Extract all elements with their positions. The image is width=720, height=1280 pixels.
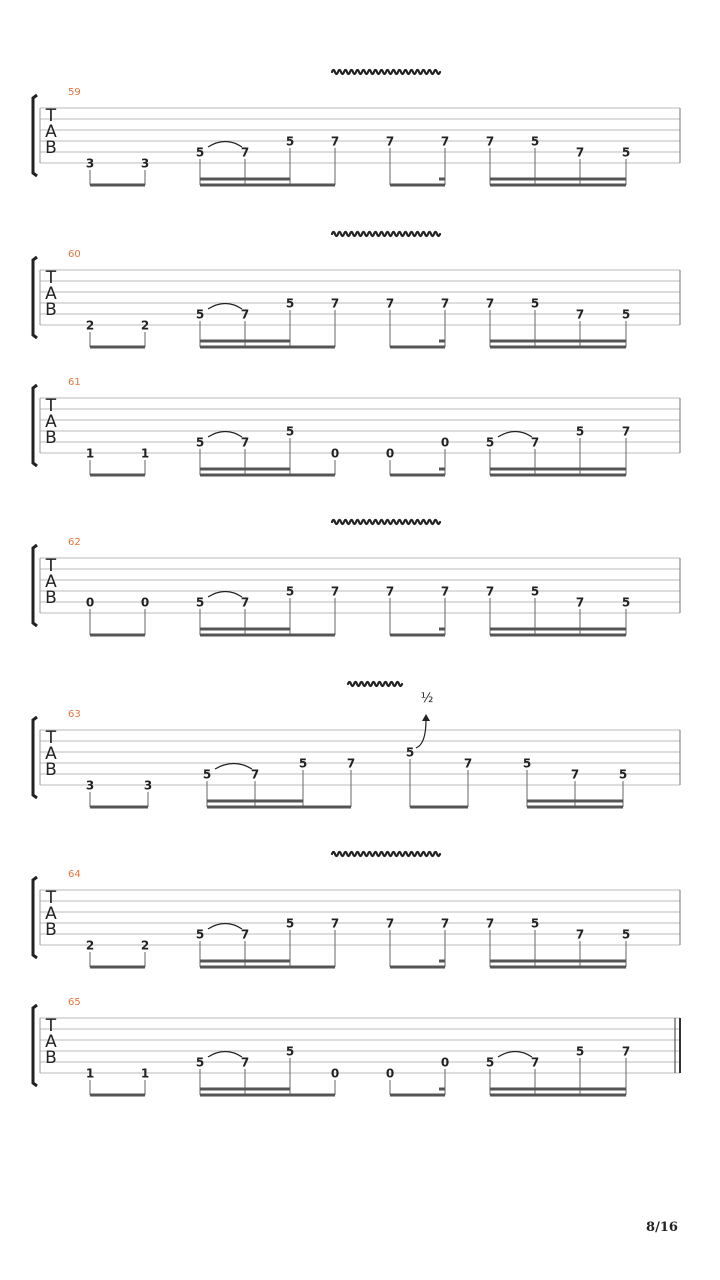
fret-number: 7 xyxy=(575,145,585,160)
fret-number: 3 xyxy=(143,778,153,793)
fret-number: 7 xyxy=(621,1044,631,1059)
tab-clef-letter: T xyxy=(45,1016,57,1036)
system-bracket xyxy=(33,95,37,176)
fret-number: 1 xyxy=(85,446,95,461)
fret-number: 5 xyxy=(621,307,631,322)
measure-number: 65 xyxy=(68,997,81,1008)
measure-number: 62 xyxy=(68,537,81,548)
vibrato-mark xyxy=(332,852,440,856)
fret-number: 5 xyxy=(575,1044,585,1059)
fret-number: 1 xyxy=(85,1066,95,1081)
fret-number: 0 xyxy=(140,595,150,610)
fret-number: 7 xyxy=(530,1055,540,1070)
fret-number: 7 xyxy=(385,296,395,311)
tab-clef-letter: T xyxy=(45,556,57,576)
tab-clef-letter: T xyxy=(45,106,57,126)
tab-clef-letter: A xyxy=(45,284,57,304)
fret-number: 3 xyxy=(85,778,95,793)
slur-tie xyxy=(498,1052,532,1058)
fret-number: 0 xyxy=(440,435,450,450)
fret-number: 5 xyxy=(285,584,295,599)
fret-number: 2 xyxy=(85,938,95,953)
fret-number: 7 xyxy=(440,584,450,599)
tab-clef-letter: A xyxy=(45,412,57,432)
slur-tie xyxy=(215,764,252,770)
system-bracket xyxy=(33,257,37,338)
tab-system xyxy=(33,520,680,635)
tab-system xyxy=(33,70,680,185)
fret-number: 7 xyxy=(330,916,340,931)
fret-number: 5 xyxy=(621,145,631,160)
tab-clef-letter: B xyxy=(45,760,57,780)
measure-number: 59 xyxy=(68,87,81,98)
fret-number: 7 xyxy=(485,296,495,311)
bend-curve xyxy=(416,720,426,748)
tab-system xyxy=(33,997,680,1095)
fret-number: 7 xyxy=(250,767,260,782)
fret-number: 7 xyxy=(440,296,450,311)
tab-clef-letter: T xyxy=(45,888,57,908)
tab-system xyxy=(33,377,680,475)
fret-number: 7 xyxy=(440,916,450,931)
fret-number: 7 xyxy=(385,134,395,149)
fret-number: 7 xyxy=(240,145,250,160)
measure-number: 60 xyxy=(68,249,81,260)
fret-number: 5 xyxy=(202,767,212,782)
fret-number: 7 xyxy=(485,584,495,599)
fret-number: 5 xyxy=(195,595,205,610)
fret-number: 5 xyxy=(522,756,532,771)
fret-number: 5 xyxy=(621,595,631,610)
fret-number: 5 xyxy=(285,296,295,311)
tab-clef-letter: B xyxy=(45,1048,57,1068)
measure-number: 64 xyxy=(68,869,81,880)
tab-clef-letter: A xyxy=(45,122,57,142)
fret-number: 5 xyxy=(195,145,205,160)
fret-number: 7 xyxy=(240,927,250,942)
fret-number: 7 xyxy=(385,916,395,931)
fret-number: 2 xyxy=(140,938,150,953)
fret-number: 5 xyxy=(285,134,295,149)
fret-number: 5 xyxy=(485,435,495,450)
fret-number: 5 xyxy=(485,1055,495,1070)
fret-number: 5 xyxy=(298,756,308,771)
fret-number: 5 xyxy=(530,134,540,149)
tab-clef-letter: A xyxy=(45,1032,57,1052)
vibrato-mark xyxy=(332,520,440,524)
fret-number: 0 xyxy=(330,1066,340,1081)
fret-number: 5 xyxy=(195,1055,205,1070)
fret-number: 7 xyxy=(485,916,495,931)
fret-number: 7 xyxy=(575,307,585,322)
vibrato-mark xyxy=(332,232,440,236)
slur-tie xyxy=(208,1052,242,1058)
bend-amount: ½ xyxy=(420,691,434,706)
system-bracket xyxy=(33,385,37,466)
system-bracket xyxy=(33,1005,37,1086)
slur-tie xyxy=(208,142,242,148)
fret-number: 7 xyxy=(440,134,450,149)
fret-number: 7 xyxy=(240,1055,250,1070)
fret-number: 7 xyxy=(621,424,631,439)
tab-system xyxy=(33,852,680,967)
tab-clef-letter: B xyxy=(45,920,57,940)
vibrato-mark xyxy=(332,70,440,74)
system-bracket xyxy=(33,717,37,798)
fret-number: 5 xyxy=(405,745,415,760)
tab-clef-letter: A xyxy=(45,572,57,592)
fret-number: 7 xyxy=(463,756,473,771)
slur-tie xyxy=(208,304,242,310)
bend-arrowhead xyxy=(422,714,430,721)
tab-clef-letter: A xyxy=(45,904,57,924)
fret-number: 0 xyxy=(440,1055,450,1070)
measure-number: 61 xyxy=(68,377,81,388)
tab-clef-letter: T xyxy=(45,396,57,416)
fret-number: 5 xyxy=(530,916,540,931)
tab-system xyxy=(33,682,680,807)
fret-number: 2 xyxy=(85,318,95,333)
tab-clef-letter: B xyxy=(45,300,57,320)
slur-tie xyxy=(208,924,242,930)
tab-clef-letter: B xyxy=(45,138,57,158)
fret-number: 0 xyxy=(385,446,395,461)
fret-number: 0 xyxy=(330,446,340,461)
system-bracket xyxy=(33,877,37,958)
fret-number: 2 xyxy=(140,318,150,333)
fret-number: 5 xyxy=(618,767,628,782)
tab-clef-letter: B xyxy=(45,588,57,608)
fret-number: 7 xyxy=(485,134,495,149)
fret-number: 5 xyxy=(530,584,540,599)
fret-number: 5 xyxy=(285,916,295,931)
fret-number: 5 xyxy=(195,927,205,942)
vibrato-mark xyxy=(348,682,402,686)
fret-number: 7 xyxy=(575,927,585,942)
page-number: 8/16 xyxy=(646,1220,678,1235)
fret-number: 7 xyxy=(240,595,250,610)
fret-number: 7 xyxy=(530,435,540,450)
tab-clef-letter: B xyxy=(45,428,57,448)
system-bracket xyxy=(33,545,37,626)
fret-number: 7 xyxy=(570,767,580,782)
measure-number: 63 xyxy=(68,709,81,720)
fret-number: 0 xyxy=(385,1066,395,1081)
fret-number: 7 xyxy=(330,296,340,311)
fret-number: 5 xyxy=(195,307,205,322)
fret-number: 7 xyxy=(346,756,356,771)
fret-number: 7 xyxy=(240,307,250,322)
fret-number: 3 xyxy=(140,156,150,171)
tab-clef-letter: T xyxy=(45,268,57,288)
fret-number: 7 xyxy=(385,584,395,599)
fret-number: 0 xyxy=(85,595,95,610)
fret-number: 7 xyxy=(240,435,250,450)
fret-number: 7 xyxy=(575,595,585,610)
fret-number: 5 xyxy=(285,424,295,439)
fret-number: 5 xyxy=(621,927,631,942)
tab-clef-letter: A xyxy=(45,744,57,764)
fret-number: 7 xyxy=(330,584,340,599)
fret-number: 1 xyxy=(140,1066,150,1081)
slur-tie xyxy=(208,432,242,438)
fret-number: 5 xyxy=(195,435,205,450)
tab-clef-letter: T xyxy=(45,728,57,748)
slur-tie xyxy=(208,592,242,598)
fret-number: 3 xyxy=(85,156,95,171)
slur-tie xyxy=(498,432,532,438)
fret-number: 5 xyxy=(530,296,540,311)
fret-number: 5 xyxy=(575,424,585,439)
fret-number: 7 xyxy=(330,134,340,149)
fret-number: 1 xyxy=(140,446,150,461)
tab-system xyxy=(33,232,680,347)
fret-number: 5 xyxy=(285,1044,295,1059)
